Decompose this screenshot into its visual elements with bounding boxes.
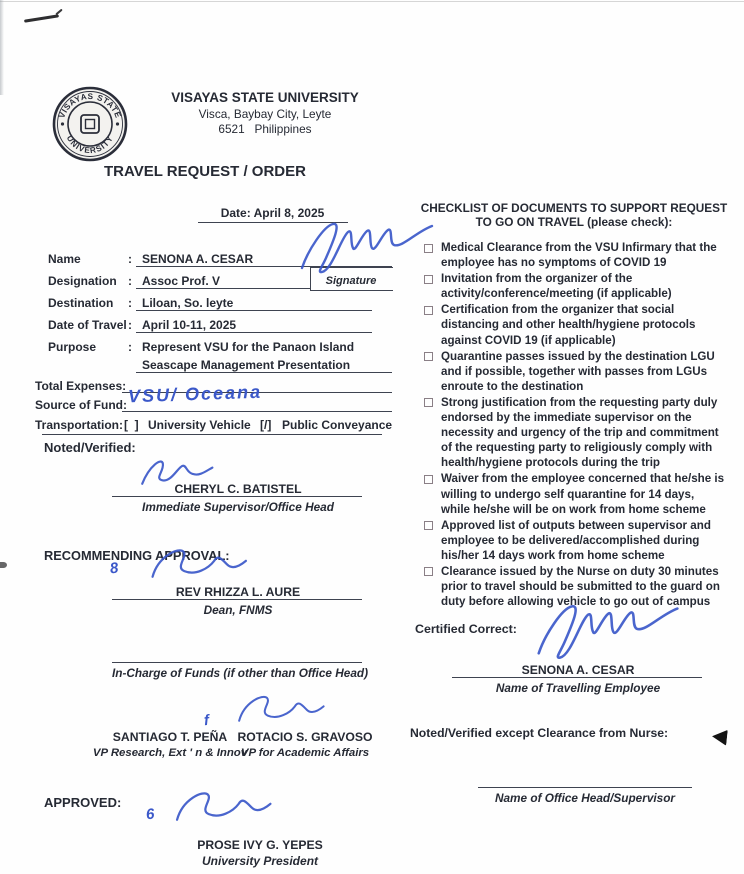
checklist-item-text: Invitation from the organizer of the activity/conference/meeting (if applicable): [441, 272, 672, 301]
university-address-line1: Visca, Baybay City, Leyte: [198, 107, 332, 121]
vp-academic-title: VP for Academic Affairs: [240, 747, 370, 759]
designation-value: Assoc Prof. V: [142, 274, 221, 288]
checkbox-icon: [424, 352, 433, 361]
recommending-approval-heading: RECOMMENDING APPROVAL:: [44, 548, 230, 563]
checklist-item: [424, 349, 726, 394]
seal-bottom-text: UNIVERSITY: [64, 133, 116, 156]
university-vehicle-label: University Vehicle: [148, 418, 251, 432]
name-label: Name: [48, 252, 81, 266]
university-seal-logo: [50, 84, 130, 164]
checklist-heading-line1: CHECKLIST OF DOCUMENTS TO SUPPORT REQUEST: [420, 201, 728, 215]
university-address-line2: 6521 Philippines: [218, 122, 312, 136]
purpose-value-line2: Seascape Management Presentation: [142, 358, 351, 372]
checklist-item-text: Clearance issued by the Nurse on duty 30 minutes prior to travel should be submitted to the guard on duty before allowing vehicle to go out of campus: [441, 564, 720, 609]
vp-research-name: SANTIAGO T. PEÑA: [112, 730, 228, 744]
checklist-item-text: Strong justification from the requesting party duly endorsed by the immediate supervisor on the necessity and urgency of the trip and commitment of the requesting party to religiously comply with health/hygiene protocols during the trip: [441, 395, 719, 470]
president-pen-mark: 6: [145, 805, 156, 824]
public-conveyance-checkbox: [/]: [260, 418, 272, 432]
checkbox-icon: [424, 244, 433, 253]
checkbox-icon: [424, 475, 433, 484]
checkbox-icon: [424, 567, 433, 576]
checklist-item: [424, 471, 726, 516]
dean-pen-mark: 8: [108, 559, 120, 578]
certified-correct-heading: Certified Correct:: [415, 622, 517, 636]
scan-edge-hairline: [0, 1, 744, 2]
approved-heading: APPROVED:: [44, 795, 122, 810]
date-of-travel-label: Date of Travel: [48, 318, 127, 332]
noted-except-heading: Noted/Verified except Clearance from Nurse:: [410, 726, 669, 740]
designation-colon: :: [128, 274, 132, 288]
checklist-item-text: Quarantine passes issued by the destination LGU and if possible, together with passes from LGUs enroute to the destination: [441, 349, 715, 393]
date-of-travel-underline: [136, 318, 372, 333]
pen-stroke-artifact: [24, 14, 59, 22]
traveller-title: Name of Travelling Employee: [495, 681, 661, 695]
vp-research-title: VP Research, Ext ' n & Innov: [92, 747, 248, 759]
checklist-item: [424, 518, 726, 563]
document-title: TRAVEL REQUEST / ORDER: [104, 163, 306, 180]
president-title: University President: [201, 854, 319, 868]
checkbox-icon: [424, 521, 433, 530]
checklist-item: [424, 271, 726, 301]
pen-stroke-tick-artifact: [55, 9, 62, 16]
source-of-fund-label: Source of Fund:: [35, 398, 127, 412]
public-conveyance-label: Public Conveyance: [282, 418, 393, 432]
in-charge-underline: [112, 648, 362, 663]
transportation-underline: [42, 418, 382, 435]
university-vehicle-checkbox: [ ]: [124, 418, 139, 432]
scan-left-smudge: [0, 562, 7, 568]
purpose-label: Purpose: [48, 340, 97, 354]
destination-value: Liloan, So. leyte: [142, 296, 234, 310]
name-value: SENONA A. CESAR: [142, 252, 254, 266]
dean-underline: [112, 585, 362, 600]
traveller-underline: [452, 663, 702, 678]
in-charge-title: In-Charge of Funds (if other than Office Head): [111, 666, 369, 680]
date-field: Date: April 8, 2025: [220, 206, 325, 220]
immediate-supervisor-title: Immediate Supervisor/Office Head: [142, 500, 334, 514]
name-colon: :: [128, 252, 132, 266]
checkbox-icon: [424, 306, 433, 315]
checklist-item-text: Medical Clearance from the VSU Infirmary that the employee has no symptoms of COVID 19: [441, 241, 717, 270]
immediate-supervisor-underline: [112, 482, 362, 497]
traveller-name: SENONA A. CESAR: [521, 663, 635, 677]
date-of-travel-colon: :: [128, 318, 132, 332]
signature-box-label: Signature: [325, 275, 377, 287]
source-of-fund-underline: [122, 396, 392, 412]
checklist-heading-line2: TO GO ON TRAVEL (please check):: [475, 215, 673, 229]
checklist-item: [424, 302, 726, 347]
designation-label: Designation: [48, 274, 117, 288]
dean-title: Dean, FNMS: [203, 603, 273, 617]
checklist-item: [424, 395, 726, 470]
signature-yepes: [160, 788, 280, 830]
destination-label: Destination: [48, 296, 114, 310]
purpose-colon: :: [128, 340, 132, 354]
checklist-item: [424, 564, 726, 609]
designation-underline: [136, 274, 310, 289]
name-underline: [136, 252, 392, 267]
immediate-supervisor-name: CHERYL C. BATISTEL: [174, 482, 302, 496]
destination-underline: [136, 296, 372, 311]
purpose-value-line1: Represent VSU for the Panaon Island: [142, 340, 355, 354]
total-expenses-label: Total Expenses:: [35, 379, 127, 393]
black-arrow-artifact: [711, 728, 728, 745]
noted-verified-heading: Noted/Verified:: [44, 440, 136, 455]
checkbox-icon: [424, 275, 433, 284]
signature-gravoso: [222, 692, 334, 730]
dean-name: REV RHIZZA L. AURE: [175, 585, 301, 599]
checkbox-icon: [424, 398, 433, 407]
date-of-travel-value: April 10-11, 2025: [142, 318, 237, 332]
transportation-label: Transportation:: [35, 418, 124, 432]
president-name: PROSE IVY G. YEPES: [197, 838, 323, 852]
checklist-item-text: Certification from the organizer that social distancing and other health/hygiene protocols against COVID 19 (if applicable): [441, 303, 696, 347]
university-name: VISAYAS STATE UNIVERSITY: [171, 90, 359, 105]
purpose-underline: [136, 358, 392, 373]
date-underline: [198, 206, 348, 223]
scan-left-edge-shadow: [0, 0, 4, 95]
office-head-line-title: Name of Office Head/Supervisor: [494, 791, 676, 805]
office-head-underline: [478, 773, 692, 788]
checklist-item-text: Approved list of outputs between supervisor and employee to be delivered/accomplished during his/her 14 days work from home scheme: [441, 518, 711, 562]
checklist-item-text: Waiver from the employee concerned that he/she is willing to undergo self quarantine for 14 days, while he/she will be on work from home scheme: [441, 472, 725, 516]
vp-academic-pen-mark: f: [203, 711, 210, 730]
destination-colon: :: [128, 296, 132, 310]
checklist-item: [424, 240, 726, 270]
vp-academic-name: ROTACIO S. GRAVOSO: [237, 730, 373, 744]
checklist: [424, 240, 726, 610]
seal-top-text: VISAYAS STATE: [57, 91, 123, 120]
source-of-fund-handwritten-value: VSU/ Oceana: [127, 381, 263, 407]
